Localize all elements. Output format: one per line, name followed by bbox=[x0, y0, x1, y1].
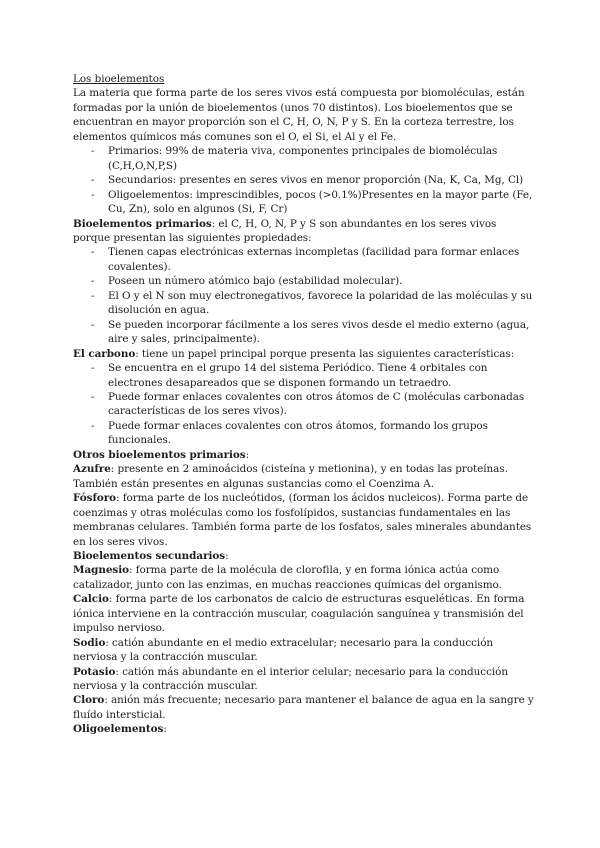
element-term: Fósforo bbox=[73, 492, 117, 505]
list-item: - Puede formar enlaces covalentes con otros átomos de C (moléculas carbonadas características de los seres vivos). bbox=[108, 390, 535, 419]
list-item: - Oligoelementos: imprescindibles, pocos (>0.1%)Presentes en la mayor parte (Fe, Cu, Zn), solo en algunos (Si, F, Cr) bbox=[108, 188, 535, 217]
element-term: Azufre bbox=[73, 463, 111, 476]
element-text: : forma parte de los carbonatos de calcio de estructuras esqueléticas. En forma iónica interviene en la contracción muscular, coagulación sanguínea y transmisión del impulso nervioso. bbox=[73, 593, 525, 635]
fosforo-paragraph bbox=[73, 491, 535, 549]
carbono-list bbox=[73, 361, 535, 448]
section-heading: Oligoelementos bbox=[73, 723, 164, 736]
heading-suffix: : bbox=[245, 448, 250, 461]
section-heading: El carbono bbox=[73, 347, 136, 360]
sodio-paragraph bbox=[73, 636, 535, 665]
intro-paragraph: La materia que forma parte de los seres vivos está compuesta por biomoléculas, están formadas por la unión de bioelementos (unos 70 distintos). Los bioelementos que se encuentran en mayor proporción son el C, H, O, N, P y S. En la corteza terrestre, los elementos químicos más comunes son el O, el Si, el Al y el Fe. bbox=[73, 87, 525, 143]
section-heading: Otros bioelementos primarios bbox=[73, 448, 246, 461]
document-title: Los bioelementos bbox=[73, 73, 165, 85]
azufre-paragraph bbox=[73, 462, 535, 491]
otros-heading bbox=[73, 448, 535, 462]
element-term: Cloro bbox=[73, 694, 105, 707]
magnesio-paragraph bbox=[73, 563, 535, 592]
list-item: - El O y el N son muy electronegativos, favorece la polaridad de las moléculas y su disolución en agua. bbox=[108, 289, 535, 318]
oligo-heading bbox=[73, 722, 535, 736]
heading-suffix: : bbox=[225, 549, 229, 562]
secundarios-heading bbox=[73, 549, 535, 563]
element-text: : catión abundante en el medio extracelular; necesario para la conducción nerviosa y la contracción muscular. bbox=[73, 636, 494, 664]
bioelement-types-list bbox=[73, 144, 535, 216]
element-text: : forma parte de los nucleótidos, (forman los ácidos nucleicos). Forma parte de coenzimas y otras moléculas como los fosfolípidos, sustancias fundamentales en las membranas celulares. También forma parte de los fosfatos, sales minerales abundantes en los seres vivos. bbox=[73, 492, 532, 548]
element-text: : catión más abundante en el interior celular; necesario para la conducción nerviosa y la contracción muscular. bbox=[73, 665, 508, 693]
cloro-paragraph bbox=[73, 693, 535, 722]
element-term: Potasio bbox=[73, 665, 116, 678]
primarios-paragraph bbox=[73, 217, 535, 246]
primarios-list bbox=[73, 245, 535, 346]
element-term: Calcio bbox=[73, 593, 109, 606]
heading-suffix: : bbox=[163, 723, 167, 736]
document-page bbox=[73, 72, 535, 737]
element-text: : anión más frecuente; necesario para mantener el balance de agua en la sangre y fluído intersticial. bbox=[73, 694, 534, 721]
list-item: - Se encuentra en el grupo 14 del sistema Periódico. Tiene 4 orbitales con electrones desapareados que se disponen formando un tetraedro. bbox=[108, 361, 535, 390]
section-heading: Bioelementos primarios bbox=[73, 217, 212, 230]
list-item: - Se pueden incorporar fácilmente a los seres vivos desde el medio externo (agua, aire y sales, principalmente). bbox=[108, 318, 535, 347]
calcio-paragraph bbox=[73, 592, 535, 635]
potasio-paragraph bbox=[73, 665, 535, 694]
element-term: Magnesio bbox=[73, 564, 129, 577]
paragraph-text: : el C, H, O, N, P y S son abundantes en los seres vivos porque presentan las siguientes propiedades: bbox=[73, 217, 497, 244]
list-item: - Primarios: 99% de materia viva, componentes principales de biomoléculas (C,H,O,N,P,S) bbox=[108, 144, 535, 173]
list-item: - Tienen capas electrónicas externas incompletas (facilidad para formar enlaces covalentes). bbox=[108, 245, 535, 274]
element-text: : presente en 2 aminoácidos (cisteína y metionina), y en todas las proteínas. También están presentes en algunas sustancias como el Coenzima A. bbox=[73, 463, 508, 490]
list-item: - Puede formar enlaces covalentes con otros átomos, formando los grupos funcionales. bbox=[108, 419, 535, 448]
element-term: Sodio bbox=[73, 636, 106, 649]
paragraph-text: : tiene un papel principal porque presenta las siguientes características: bbox=[135, 347, 515, 360]
list-item: - Secundarios: presentes en seres vivos en menor proporción (Na, K, Ca, Mg, Cl) bbox=[108, 173, 535, 187]
section-heading: Bioelementos secundarios bbox=[73, 549, 226, 562]
carbono-paragraph bbox=[73, 347, 535, 361]
element-text: : forma parte de la molécula de clorofila, y en forma iónica actúa como catalizador, junto con las enzimas, en muchas reacciones químicas del organismo. bbox=[73, 564, 502, 591]
list-item: - Poseen un número atómico bajo (estabilidad molecular). bbox=[108, 274, 535, 288]
